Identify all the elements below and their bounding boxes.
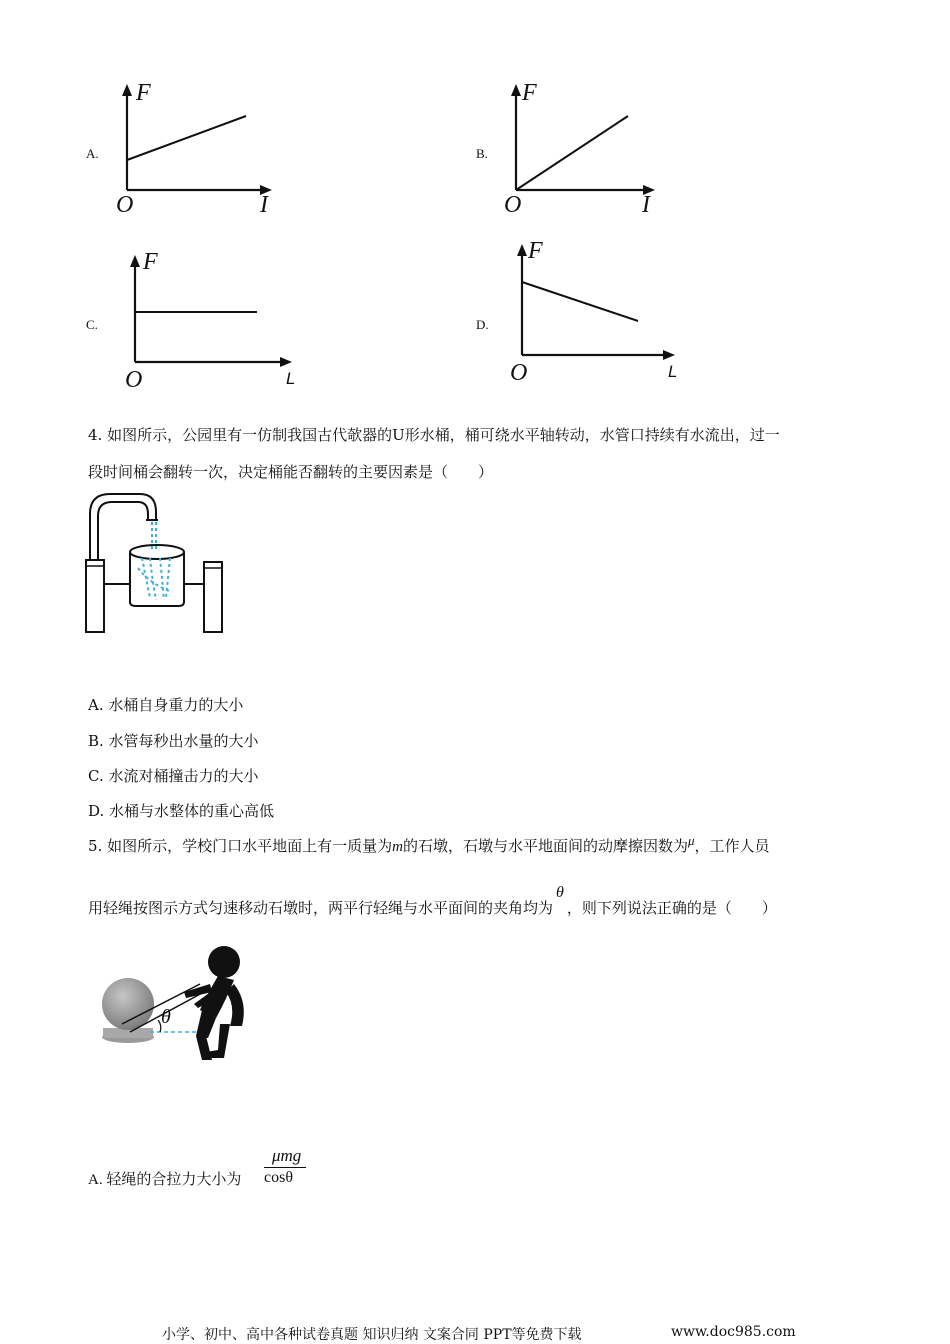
graph-c [80, 245, 310, 395]
q4-option-d: D. 水桶与水整体的重心高低 [88, 802, 275, 820]
graph-c-plot [80, 245, 310, 395]
theta-variable: θ [556, 884, 564, 901]
x-axis-label: I [642, 192, 650, 218]
origin-label: O [510, 360, 528, 386]
q5-stem-line1 [88, 833, 770, 857]
q4-option-c: C. 水流对桶撞击力的大小 [88, 767, 259, 785]
graph-a-plot [80, 80, 290, 220]
bucket-figure [80, 488, 240, 638]
q5-text: ，工作人员 [694, 837, 770, 855]
y-axis-label: F [528, 238, 543, 264]
x-axis-label: L [668, 362, 678, 381]
option-a-prefix: A. 轻绳的合拉力大小为 [88, 1172, 242, 1188]
q5-text: 5. 如图所示，学校门口水平地面上有一质量为 [88, 837, 393, 855]
graph-d-plot [470, 238, 700, 388]
q5-stem-line2 [88, 884, 777, 919]
y-axis-label: F [143, 249, 158, 275]
option-label: C. [86, 317, 98, 332]
x-axis-label: I [260, 192, 268, 218]
fraction-denominator: cosθ [264, 1169, 293, 1186]
y-axis-label: F [522, 80, 537, 106]
graph-a [80, 80, 290, 220]
option-label: D. [476, 317, 489, 332]
option-label: A. [86, 146, 99, 161]
graph-b [470, 80, 680, 220]
graph-d [470, 238, 700, 388]
q5-text: 用轻绳按图示方式匀速移动石墩时，两平行轻绳与水平面间的夹角均为 [88, 899, 554, 917]
fraction-numerator: μmg [272, 1146, 302, 1165]
mu-variable: μ [687, 833, 695, 848]
origin-label: O [504, 192, 522, 218]
figure-theta-label: θ [161, 1006, 171, 1028]
q5-text: ，则下列说法正确的是（ ） [566, 899, 777, 917]
x-axis-label: L [286, 369, 296, 388]
q4-stem-line2: 段时间桶会翻转一次，决定桶能否翻转的主要因素是（ ） [88, 463, 494, 481]
stone-figure [100, 940, 260, 1070]
footer-url[interactable]: www.doc985.com [671, 1324, 796, 1340]
option-label: B. [476, 146, 488, 161]
y-axis-label: F [136, 80, 151, 106]
q4-option-a: A. 水桶自身重力的大小 [88, 696, 244, 714]
footer-text: 小学、初中、高中各种试卷真题 知识归纳 文案合同 PPT等免费下载 [162, 1327, 582, 1343]
mass-variable: m [392, 839, 403, 855]
q4-stem-line1: 4. 如图所示，公园里有一仿制我国古代欹器的U形水桶，桶可绕水平轴转动，水管口持续有水流出，过一 [88, 426, 780, 444]
origin-label: O [116, 192, 134, 218]
q4-option-b: B. 水管每秒出水量的大小 [88, 732, 259, 750]
q5-text: 的石墩，石墩与水平地面间的动摩擦因数为 [402, 837, 688, 855]
origin-label: O [125, 367, 143, 393]
